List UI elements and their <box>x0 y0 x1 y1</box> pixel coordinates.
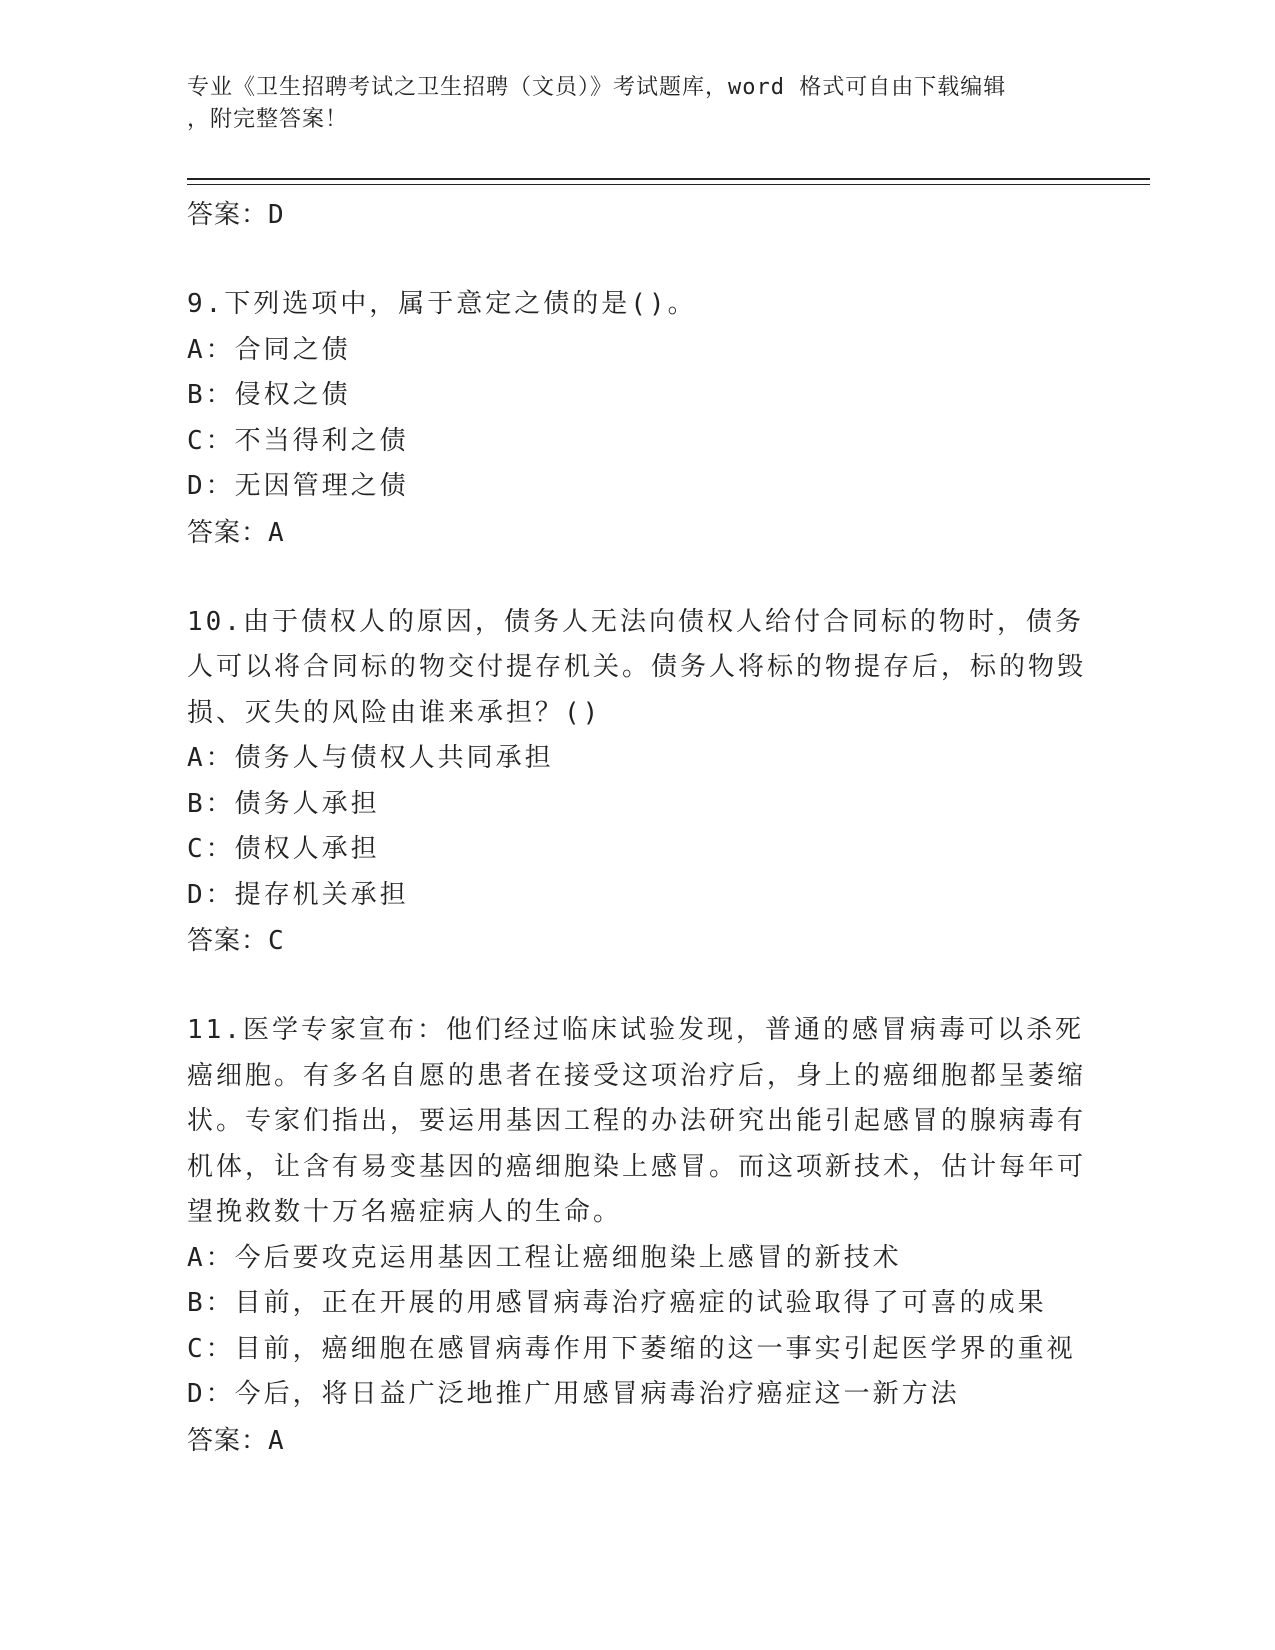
option-b: B：侵权之债 <box>187 380 351 410</box>
option-d: D：无因管理之债 <box>187 471 409 501</box>
question-list <box>187 188 1087 1464</box>
option-c: C：债权人承担 <box>187 834 380 864</box>
option-a: A：合同之债 <box>187 334 351 365</box>
option-b: B：债务人承担 <box>187 788 380 819</box>
answer-line: 答案：A <box>187 1425 285 1456</box>
header-line-2: ，附完整答案！ <box>187 107 349 132</box>
question-9 <box>187 282 1087 556</box>
question-11 <box>187 1008 1087 1464</box>
question-text: 11.医学专家宣布：他们经过临床试验发现，普通的感冒病毒可以杀死癌细胞。有多名自愿的患者在接受这项治疗后，身上的癌细胞都呈萎缩状。专家们指出，要运用基因工程的办法研究出能引起感冒的腺病毒有机体，让含有易变基因的癌细胞染上感冒。而这项新技术，估计每年可望挽救数十万名癌症病人的生命。 <box>187 1015 1087 1227</box>
option-b: B：目前，正在开展的用感冒病毒治疗癌症的试验取得了可喜的成果 <box>187 1288 1047 1318</box>
option-c: C：目前，癌细胞在感冒病毒作用下萎缩的这一事实引起医学界的重视 <box>187 1333 1076 1364</box>
answer-line: 答案：C <box>187 926 285 956</box>
previous-answer: 答案：D <box>187 200 285 230</box>
option-d: D：今后，将日益广泛地推广用感冒病毒治疗癌症这一新方法 <box>187 1379 960 1409</box>
question-text: 10.由于债权人的原因，债务人无法向债权人给付合同标的物时，债务人可以将合同标的物交付提存机关。债务人将标的物提存后，标的物毁损、灭失的风险由谁来承担？() <box>187 606 1087 728</box>
header-divider-thin <box>187 184 1150 185</box>
option-d: D：提存机关承担 <box>187 879 409 910</box>
answer-line: 答案：A <box>187 517 285 548</box>
option-a: A：债务人与债权人共同承担 <box>187 743 554 773</box>
option-c: C：不当得利之债 <box>187 425 409 456</box>
option-a: A：今后要攻克运用基因工程让癌细胞染上感冒的新技术 <box>187 1242 902 1273</box>
page-header <box>187 72 1087 136</box>
header-line-1: 专业《卫生招聘考试之卫生招聘（文员）》考试题库，word 格式可自由下载编辑 <box>187 75 1007 100</box>
question-10 <box>187 600 1087 965</box>
header-divider-thick <box>187 178 1150 180</box>
question-text: 9.下列选项中，属于意定之债的是()。 <box>187 289 697 319</box>
